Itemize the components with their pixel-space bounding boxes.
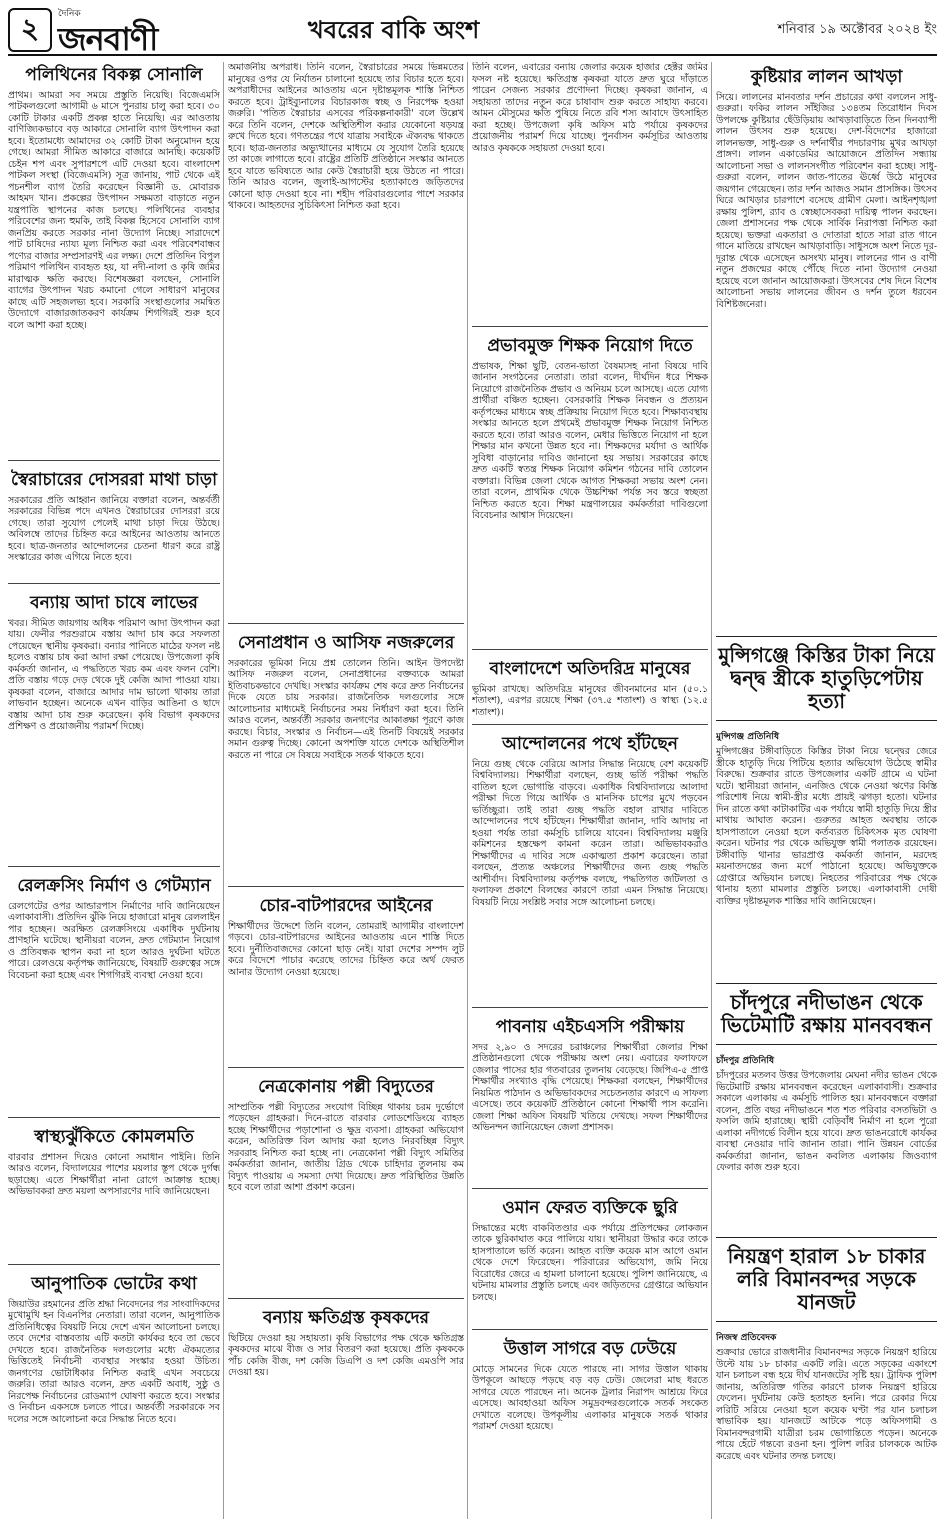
logo-tagline: দৈনিক: [58, 9, 81, 19]
article-headline: কুষ্টিয়ার লালন আখড়া: [750, 67, 903, 87]
article-headline: বাংলাদেশে অতিদরিদ্র মানুষের: [489, 659, 691, 679]
headline-box: [716, 983, 937, 1045]
issue-date: শনিবার ১৯ অক্টোবর ২০২৪ ইং: [777, 22, 937, 37]
headline-box: [716, 1237, 937, 1322]
article-body: শুক্রবার ভোরে রাজধানীর বিমানবন্দর সড়কে নিয়ন্ত্রণ হারিয়ে উল্টে যায় ১৮ চাকার একটি লরি। এতে সড়কের একাংশে যান চলাচল বন্ধ হয়ে দীর্ঘ যানজটের সৃষ্টি হয়। ট্রাফিক পুলিশ জানায়, অতিরিক্ত গতির কারণে চালক নিয়ন্ত্রণ হারিয়ে ফেলেন। দুর্ঘটনায় কেউ হতাহত হননি। পরে রেকার দিয়ে লরিটি সরিয়ে নেওয়া হলে কয়েক ঘণ্টা পর যান চলাচল স্বাভাবিক হয়। যানজটে আটকে পড়ে অফিসগামী ও বিমানবন্দরগামী যাত্রীরা চরম ভোগান্তিতে পড়েন। অনেকে পায়ে হেঁটে গন্তব্যে রওনা হন। পুলিশ লরির চালককে আটক করেছে এবং ঘটনার তদন্ত চলছে।: [716, 1347, 937, 1462]
article-headline: বন্যায় আদা চাষে লাভের: [30, 593, 198, 613]
article-body: নিয়ে গুচ্ছ থেকে বেরিয়ে আসার সিদ্ধান্ত নিয়েছে বেশ কয়েকটি বিশ্ববিদ্যালয়। শিক্ষার্থীরা বলছেন, গুচ্ছ ভর্তি পরীক্ষা পদ্ধতি বাতিল হলে ভোগান্তি বাড়বে। একাধিক বিশ্ববিদ্যালয়ে আলাদা পরীক্ষা দিতে গিয়ে আর্থিক ও মানসিক চাপের মুখে পড়বেন ভর্তিচ্ছুরা। তাই তারা গুচ্ছ পদ্ধতি বহাল রাখার দাবিতে আন্দোলনের পথে হাঁটছেন। শিক্ষার্থীরা জানান, দাবি আদায় না হওয়া পর্যন্ত তারা কর্মসূচি চালিয়ে যাবেন। বিশ্ববিদ্যালয় মঞ্জুরি কমিশনের হস্তক্ষেপ কামনা করেন তারা। অভিভাবকরাও শিক্ষার্থীদের এ দাবির সঙ্গে একাত্মতা প্রকাশ করেছেন। তারা বলছেন, প্রত্যন্ত অঞ্চলের শিক্ষার্থীদের জন্য গুচ্ছ পদ্ধতি আশীর্বাদ। বিশ্ববিদ্যালয় কর্তৃপক্ষ বলছে, পদ্ধতিগত জটিলতা ও ফলাফল প্রকাশে বিলম্বের কারণে তারা এমন সিদ্ধান্ত নিয়েছে। বিষয়টি নিয়ে সংশ্লিষ্ট সবার সঙ্গে আলোচনা চলছে।: [472, 758, 708, 908]
column-divider: [467, 62, 468, 1519]
article-separator: [8, 866, 220, 867]
article-body: রেলগেটের ওপর আন্ডারপাস নির্মাণের দাবি জানিয়েছেন এলাকাবাসী। প্রতিদিন ঝুঁকি নিয়ে হাজারো মানুষ রেললাইন পার হচ্ছেন। অরক্ষিত রেলক্রসিংয়ে একাধিক দুর্ঘটনায় প্রাণহানি ঘটেছে। স্থানীয়রা বলেন, দ্রুত গেটম্যান নিয়োগ ও প্রতিবন্ধক স্থাপন করা না হলে আরও দুর্ঘটনা ঘটতে পারে। রেলওয়ে কর্তৃপক্ষ জানিয়েছে, বিষয়টি গুরুত্বের সঙ্গে বিবেচনা করা হচ্ছে এবং শিগগিরই ব্যবস্থা নেওয়া হবে।: [8, 900, 220, 981]
article-body: সাম্প্রতিক পল্লী বিদ্যুতের সংযোগ বিচ্ছিন্ন থাকায় চরম দুর্ভোগে পড়েছেন গ্রাহকরা। দিনে-রাতে বারবার লোডশেডিংয়ে ব্যাহত হচ্ছে শিক্ষার্থীদের পড়াশোনা ও ক্ষুদ্র ব্যবসা। গ্রাহকরা অভিযোগ করেন, অতিরিক্ত বিল আদায় করা হলেও নিরবচ্ছিন্ন বিদ্যুৎ সরবরাহ নিশ্চিত করা হচ্ছে না। নেত্রকোনা পল্লী বিদ্যুৎ সমিতির কর্মকর্তারা জানান, জাতীয় গ্রিড থেকে চাহিদার তুলনায় কম বিদ্যুৎ পাওয়ায় এ সমস্যা দেখা দিয়েছে। দ্রুত পরিস্থিতির উন্নতি হবে বলে তারা আশা প্রকাশ করেন।: [228, 1101, 464, 1194]
article: [716, 1328, 937, 1478]
article: [716, 727, 937, 977]
article-body: সিয়ে। লালনের মানবতার দর্শন প্রচারের কথা বললেন সাধু-গুরুরা। ফকির লালন সাঁইজির ১৩৪তম তিরোধান দিবস উপলক্ষে কুষ্টিয়ার ছেঁউড়িয়ায় আখড়াবাড়িতে তিন দিনব্যাপী লালন উৎসব শুরু হয়েছে। দেশ-বিদেশের হাজারো লালনভক্ত, সাধু-গুরু ও দর্শনার্থীর পদচারণায় মুখর আখড়া প্রাঙ্গণ। লালন একাডেমির আয়োজনে প্রতিদিন সন্ধ্যায় আলোচনা সভা ও লালনসংগীত পরিবেশন করা হচ্ছে। সাধু-গুরুরা বলেন, লালন জাত-পাতের ঊর্ধ্বে উঠে মানুষের জয়গান গেয়েছেন। তার দর্শন আজও সমান প্রাসঙ্গিক। উৎসব ঘিরে আখড়ার চারপাশে বসেছে গ্রামীণ মেলা। আইনশৃঙ্খলা রক্ষায় পুলিশ, র‍্যাব ও স্বেচ্ছাসেবকরা দায়িত্ব পালন করছেন। জেলা প্রশাসনের পক্ষ থেকে সার্বিক নিরাপত্তা নিশ্চিত করা হয়েছে। ভক্তরা একতারা ও দোতারা হাতে সারা রাত গানে গানে মাতিয়ে রাখছেন আখড়াবাড়ি। সাধুসঙ্গে অংশ নিতে দূর-দূরান্ত থেকে এসেছেন অসংখ্য মানুষ। লালনের গান ও বাণী নতুন প্রজন্মের কাছে পৌঁছে দিতে নানা উদ্যোগ নেওয়া হয়েছে বলে জানান আয়োজকরা। উৎসবের শেষ দিনে বিশেষ আলোচনা সভায় লালনের জীবন ও দর্শন তুলে ধরবেন বিশিষ্টজনেরা।: [716, 91, 937, 310]
article-body: মুন্সিগঞ্জের টঙ্গীবাড়িতে কিস্তির টাকা নিয়ে দ্বন্দ্বের জেরে স্ত্রীকে হাতুড়ি দিয়ে পিটিয়ে হত্যার অভিযোগ উঠেছে স্বামীর বিরুদ্ধে। শুক্রবার রাতে উপজেলার একটি গ্রামে এ ঘটনা ঘটে। স্থানীয়রা জানান, এনজিও থেকে নেওয়া ঋণের কিস্তি পরিশোধ নিয়ে স্বামী-স্ত্রীর মধ্যে প্রায়ই ঝগড়া হতো। ঘটনার দিন রাতে কথা কাটাকাটির এক পর্যায়ে স্বামী হাতুড়ি দিয়ে স্ত্রীর মাথায় আঘাত করেন। গুরুতর আহত অবস্থায় তাকে হাসপাতালে নেওয়া হলে কর্তব্যরত চিকিৎসক মৃত ঘোষণা করেন। ঘটনার পর থেকে অভিযুক্ত স্বামী পলাতক রয়েছেন। টঙ্গীবাড়ি থানার ভারপ্রাপ্ত কর্মকর্তা জানান, মরদেহ ময়নাতদন্তের জন্য মর্গে পাঠানো হয়েছে। অভিযুক্তকে গ্রেপ্তারে অভিযান চলছে। নিহতের পরিবারের পক্ষ থেকে থানায় হত্যা মামলার প্রস্তুতি চলছে। এলাকাবাসী দোষী ব্যক্তির দৃষ্টান্তমূলক শাস্তির দাবি জানিয়েছেন।: [716, 746, 937, 907]
article-separator: [472, 1007, 708, 1008]
article-headline: স্বাস্থ্যঝুঁকিতে কোমলমতি: [34, 1127, 194, 1147]
section-title: খবরের বাকি অংশ: [308, 15, 480, 44]
page-number: ২: [8, 8, 52, 52]
newspaper-logo[interactable]: [58, 6, 238, 58]
article: [472, 1336, 708, 1486]
article-headline: আন্দোলনের পথে হাঁটছেন: [502, 734, 678, 754]
article-body: সরকারের ভূমিকা নিয়ে প্রশ্ন তোলেন তিনি। আইন উপদেষ্টা আসিফ নজরুল বলেন, সেনাপ্রধানের বক্তব্যকে আমরা ইতিবাচকভাবে দেখছি। সংস্কার কার্যক্রম শেষ করে দ্রুত নির্বাচনের দিকে যেতে চায় সরকার। রাজনৈতিক দলগুলোর সঙ্গে আলোচনার মাধ্যমেই নির্বাচনের সময় নির্ধারণ করা হবে। তিনি আরও বলেন, অন্তর্বর্তী সরকার জনগণের আকাঙ্ক্ষা পূরণে কাজ করছে। বিচার, সংস্কার ও নির্বাচন—এই তিনটি বিষয়েই সরকার সমান গুরুত্ব দিচ্ছে। কোনো অপশক্তি যাতে দেশকে অস্থিতিশীল করতে না পারে সে বিষয়ে সবাইকে সতর্ক থাকতে হবে।: [228, 657, 464, 761]
article-headline: মুন্সিগঞ্জে কিস্তির টাকা নিয়ে দ্বন্দ্ব স্ত্রীকে হাতুড়িপেটায় হত্যা: [718, 643, 935, 713]
article: [716, 1051, 937, 1231]
article-body: জিয়াউর রহমানের প্রতি শ্রদ্ধা নিবেদনের পর সাংবাদিকদের মুখোমুখি হন বিএনপির নেতারা। তারা বলেন, আনুপাতিক প্রতিনিধিত্বের বিষয়টি নিয়ে দেশে এখন আলোচনা চলছে। তবে দেশের বাস্তবতায় এটি কতটা কার্যকর হবে তা ভেবে দেখতে হবে। রাজনৈতিক দলগুলোর মধ্যে ঐকমত্যের ভিত্তিতেই নির্বাচনী ব্যবস্থার সংস্কার হওয়া উচিত। জনগণের ভোটাধিকার নিশ্চিত করাই এখন সবচেয়ে জরুরি। তারা আরও বলেন, দ্রুত একটি অবাধ, সুষ্ঠু ও নিরপেক্ষ নির্বাচনের রোডম্যাপ ঘোষণা করতে হবে। সংস্কার ও নির্বাচন একসঙ্গে চলতে পারে। অন্তর্বর্তী সরকারকে সব দলের সঙ্গে আলোচনা করে সিদ্ধান্ত নিতে হবে।: [8, 1298, 220, 1425]
article-body: ভূমিকা রাখছে। অতিদরিদ্র মানুষের জীবনমানের মান (৫০.১ শতাংশ), এরপর রয়েছে শিক্ষা (৩৭.৫ শতাংশ) ও স্বাস্থ্য (১২.৫ শতাংশ)।: [472, 683, 708, 718]
article: [472, 656, 708, 718]
article: [716, 62, 937, 630]
article-separator: [472, 724, 708, 725]
article: [8, 1124, 220, 1258]
article-body: সরকারের প্রতি আহ্বান জানিয়ে বক্তারা বলেন, অন্তর্বর্তী সরকারের বিভিন্ন পদে এখনও স্বৈরাচারের দোসররা রয়ে গেছে। তারা সুযোগ পেলেই মাথা চাড়া দিয়ে উঠছে। অবিলম্বে তাদের চিহ্নিত করে আইনের আওতায় আনতে হবে। ছাত্র-জনতার আন্দোলনের চেতনা ধারণ করে রাষ্ট্র সংস্কারের কাজ এগিয়ে নিতে হবে।: [8, 494, 220, 564]
article-headline: পাবনায় এইচএসসি পরীক্ষায়: [495, 1017, 685, 1037]
article-body: শিক্ষার্থীদের উদ্দেশে তিনি বলেন, তোমরাই আগামীর বাংলাদেশ গড়বে। চোর-বাটপারদের আইনের আওতায় এনে শাস্তি দিতে হবে। দুর্নীতিবাজদের কোনো ছাড় নেই। যারা দেশের সম্পদ লুট করে বিদেশে পাচার করেছে তাদের চিহ্নিত করে অর্থ ফেরত আনার উদ্যোগ নেওয়া হয়েছে।: [228, 920, 464, 978]
article-body: প্রভাষক, শিক্ষা ছুটি, বেতন-ভাতা বৈষম্যসহ নানা বিষয়ে দাবি জানান সংগঠনের নেতারা। তারা বলেন, দীর্ঘদিন ধরে শিক্ষক নিয়োগে রাজনৈতিক প্রভাব ও অনিয়ম চলে আসছে। এতে যোগ্য প্রার্থীরা বঞ্চিত হচ্ছেন। বেসরকারি শিক্ষক নিবন্ধন ও প্রত্যয়ন কর্তৃপক্ষের মাধ্যমে স্বচ্ছ প্রক্রিয়ায় নিয়োগ দিতে হবে। শিক্ষাব্যবস্থায় সংস্কার আনতে হলে প্রথমেই প্রভাবমুক্ত শিক্ষক নিয়োগ নিশ্চিত করতে হবে। তারা আরও বলেন, মেধার ভিত্তিতে নিয়োগ না হলে শিক্ষার মান কখনো উন্নত হবে না। শিক্ষকদের মর্যাদা ও আর্থিক সুবিধা বাড়ানোর দাবিও জানানো হয় সভায়। সরকারের কাছে দ্রুত একটি স্বতন্ত্র শিক্ষক নিয়োগ কমিশন গঠনের দাবি তোলেন বক্তারা। বিভিন্ন জেলা থেকে আগত শিক্ষকরা সভায় অংশ নেন। তারা বলেন, প্রাথমিক থেকে উচ্চশিক্ষা পর্যন্ত সব স্তরে স্বচ্ছতা নিশ্চিত করতে হবে। শিক্ষা মন্ত্রণালয়ের কর্মকর্তারা দাবিগুলো বিবেচনার আশ্বাস দিয়েছেন।: [472, 360, 708, 522]
article-body: সদর ২,৯০ ও সদরের চরাঞ্চলের শিক্ষার্থীরা জেলার শিক্ষা প্রতিষ্ঠানগুলো থেকে পরীক্ষায় অংশ নেয়। এবারের ফলাফলে জেলার পাসের হার গতবারের তুলনায় বেড়েছে। জিপিএ-৫ প্রাপ্ত শিক্ষার্থীর সংখ্যাও বৃদ্ধি পেয়েছে। শিক্ষকরা বলছেন, শিক্ষার্থীদের নিয়মিত পাঠদান ও অভিভাবকদের সচেতনতার কারণে এ সাফল্য এসেছে। তবে কয়েকটি প্রতিষ্ঠানে কোনো শিক্ষার্থী পাস করেনি। জেলা শিক্ষা অফিস বিষয়টি খতিয়ে দেখছে। সফল শিক্ষার্থীদের অভিনন্দন জানিয়েছেন জেলা প্রশাসক।: [472, 1041, 708, 1134]
article-body: ছিটিয়ে দেওয়া হয় সহায়তা। কৃষি বিভাগের পক্ষ থেকে ক্ষতিগ্রস্ত কৃষকদের মাঝে বীজ ও সার বিতরণ করা হয়েছে। প্রতি কৃষককে পাঁচ কেজি বীজ, দশ কেজি ডিএপি ও দশ কেজি এমওপি সার দেওয়া হয়।: [228, 1332, 464, 1379]
article: [8, 467, 220, 577]
article: [8, 62, 220, 454]
page-header: [8, 6, 937, 56]
article-headline: ওমান ফেরত ব্যক্তিকে ছুরি: [502, 1198, 678, 1218]
article: [472, 1014, 708, 1182]
column-divider: [223, 62, 224, 1519]
article: [8, 590, 220, 860]
article: [472, 62, 708, 320]
article-body: প্রাথম। আমরা সব সময়ে প্রস্তুতি নিয়েছি। বিজেএমসি পাটকলগুলো আগামী ৬ মাসে পুনরায় চালু করা হবে। ৩০ কোটি টাকার একটি প্রকল্প হাতে নিয়েছি। এর আওতায় বাণিজ্যিকভাবে বড় আকারে সোনালি ব্যাগ উৎপাদন করা হবে। ইতোমধ্যে আমাদের ৩২ কোটি টাকা অনুমোদন হয়ে গেছে। আমরা সীমিত আকারে বাজারে আনছি। কয়েকটি চেইন শপ এবং সুপারশপে এটি দেওয়া হবে। বাংলাদেশ পাটকল সংস্থা (বিজেএমসি) সূত্র জানায়, পাট থেকে এই পচনশীল ব্যাগ তৈরি করেছেন বিজ্ঞানী ড. মোবারক আহমদ খান। প্রকল্পের উৎপাদন সক্ষমতা বাড়াতে নতুন যন্ত্রপাতি স্থাপনের কাজ চলছে। পলিথিনের ব্যবহার পরিবেশের জন্য হুমকি, তাই বিকল্প হিসেবে সোনালি ব্যাগ জনপ্রিয় করতে সরকার নানা উদ্যোগ নিচ্ছে। সারাদেশে পাট চাষিদের ন্যায্য মূল্য নিশ্চিত করা এবং পরিবেশবান্ধব পণ্যের বাজার সম্প্রসারণই এর লক্ষ্য। দেশে প্রতিদিন বিপুল পরিমাণ পলিথিন ব্যবহৃত হয়, যা নদী-নালা ও কৃষি জমির মারাত্মক ক্ষতি করছে। বিশেষজ্ঞরা বলছেন, সোনালি ব্যাগের উৎপাদন খরচ কমানো গেলে সাধারণ মানুষের কাছে এটি সহজলভ্য হবে। সরকারি সংস্থাগুলোর সমন্বিত উদ্যোগে বাজারজাতকরণ কার্যক্রম শিগগিরই শুরু হবে বলে আশা করা হচ্ছে।: [8, 89, 220, 331]
headline-box: [716, 636, 937, 721]
column-2: [228, 62, 464, 1519]
column-3: [472, 62, 708, 1519]
article-byline: মুন্সিগঞ্জ প্রতিনিধি: [716, 732, 779, 742]
article-separator: [472, 649, 708, 650]
article: [228, 893, 464, 1061]
article-byline: নিজস্ব প্রতিবেদক: [716, 1333, 777, 1343]
article-body: খবর। সীমিত জায়গায় অধিক পরিমাণ আদা উৎপাদন করা যায়। ফেনীর পরশুরামে বস্তায় আদা চাষ করে সফলতা পেয়েছেন স্থানীয় কৃষকরা। বন্যার পানিতে মাঠের ফসল নষ্ট হলেও বস্তায় চাষ করা আদা রক্ষা পেয়েছে। উপজেলা কৃষি কর্মকর্তা জানান, এ পদ্ধতিতে খরচ কম এবং ফলন বেশি। প্রতি বস্তায় গড়ে দেড় থেকে দুই কেজি আদা পাওয়া যায়। কৃষকরা বলেন, বাজারে আদার দাম ভালো থাকায় তারা লাভবান হচ্ছেন। অনেকে এখন বাড়ির আঙিনা ও ছাদে বস্তায় আদা চাষ শুরু করেছেন। কৃষি বিভাগ কৃষকদের প্রশিক্ষণ ও প্রয়োজনীয় পরামর্শ দিচ্ছে।: [8, 617, 220, 733]
article-headline: বন্যায় ক্ষতিগ্রস্ত কৃষকদের: [263, 1308, 429, 1328]
article-headline: চোর-বাটপারদের আইনের: [259, 896, 433, 916]
article-headline: প্রভাবমুক্ত শিক্ষক নিয়োগ দিতে: [487, 336, 693, 356]
article-headline: রেলক্রসিং নির্মাণ ও গেটম্যান: [17, 876, 211, 896]
article-body: বারবার প্রশাসন দিয়েও কোনো সমাধান পাইনি। তিনি আরও বলেন, বিদ্যালয়ের পাশের ময়লার স্তূপ থেকে দুর্গন্ধ ছড়াচ্ছে। এতে শিক্ষার্থীরা নানা রোগে আক্রান্ত হচ্ছে। অভিভাবকরা দ্রুত ময়লা অপসারণের দাবি জানিয়েছেন।: [8, 1151, 220, 1198]
article-headline: চাঁদপুরে নদীভাঙন থেকে ভিটেমাটি রক্ষায় মানববন্ধন: [721, 990, 932, 1037]
article-headline: নিয়ন্ত্রণ হারাল ১৮ চাকার লরি বিমানবন্দর সড়কে যানজট: [727, 1244, 926, 1314]
article: [8, 873, 220, 1111]
article-headline: পলিথিনের বিকল্প সোনালি: [25, 65, 203, 85]
article-headline: উত্তাল সাগরে বড় ঢেউয়ে: [503, 1339, 677, 1359]
article-headline: নেত্রকোনায় পল্লী বিদ্যুতের: [258, 1077, 434, 1097]
article-body: তিনি বলেন, এবারের বন্যায় জেলার কয়েক হাজার হেক্টর জমির ফসল নষ্ট হয়েছে। ক্ষতিগ্রস্ত কৃষকরা যাতে দ্রুত ঘুরে দাঁড়াতে পারেন সেজন্য সরকার প্রণোদনা দিচ্ছে। কৃষকরা জানান, এ সহায়তা তাদের নতুন করে চাষাবাদ শুরু করতে সাহায্য করবে। আমন মৌসুমের ক্ষতি পুষিয়ে নিতে রবি শস্য আবাদে উৎসাহিত করা হচ্ছে। উপজেলা কৃষি অফিস মাঠ পর্যায়ে কৃষকদের প্রয়োজনীয় পরামর্শ দিয়ে যাচ্ছে। পুনর্বাসন কর্মসূচির আওতায় আরও কৃষককে সহায়তা দেওয়া হবে।: [472, 62, 708, 154]
article-separator: [228, 623, 464, 624]
article: [8, 1271, 220, 1511]
article-body: চাঁদপুরের মতলব উত্তর উপজেলায় মেঘনা নদীর ভাঙন থেকে ভিটেমাটি রক্ষায় মানববন্ধন করেছেন এলাকাবাসী। শুক্রবার সকালে এলাকায় এ কর্মসূচি পালিত হয়। মানববন্ধনে বক্তারা বলেন, প্রতি বছর নদীভাঙনে শত শত পরিবার বসতভিটা ও ফসলি জমি হারাচ্ছে। স্থায়ী বেড়িবাঁধ নির্মাণ না হলে পুরো এলাকা নদীগর্ভে বিলীন হয়ে যাবে। দ্রুত ভাঙনরোধে কার্যকর ব্যবস্থা নেওয়ার দাবি জানান তারা। পানি উন্নয়ন বোর্ডের কর্মকর্তারা জানান, ভাঙন কবলিত এলাকায় জিওব্যাগ ফেলার কাজ শুরু হবে।: [716, 1070, 937, 1174]
article-separator: [8, 460, 220, 461]
article: [472, 1195, 708, 1323]
article-separator: [472, 1188, 708, 1189]
article-headline: আনুপাতিক ভোটের কথা: [31, 1274, 197, 1294]
article-body: অমার্জনীয় অপরাধ। তিনি বলেন, স্বৈরাচারের সময়ে ভিন্নমতের মানুষের ওপর যে নির্যাতন চালানো হয়েছে তার বিচার হতে হবে। অপরাধীদের আইনের আওতায় এনে দৃষ্টান্তমূলক শাস্তি নিশ্চিত করতে হবে। ট্রাইব্যুনালের বিচারকাজ স্বচ্ছ ও নিরপেক্ষ হওয়া জরুরি। 'পতিত স্বৈরাচার এসবের পরিকল্পনাকারী' বলে উল্লেখ করে তিনি বলেন, দেশকে অস্থিতিশীল করার যেকোনো ষড়যন্ত্র রুখে দিতে হবে। গণতন্ত্রের পথে যাত্রায় সবাইকে ঐক্যবদ্ধ থাকতে হবে। ছাত্র-জনতার অভ্যুত্থানের মাধ্যমে যে সুযোগ তৈরি হয়েছে তা কাজে লাগাতে হবে। রাষ্ট্রের প্রতিটি প্রতিষ্ঠানে সংস্কার আনতে হবে যাতে ভবিষ্যতে আর কেউ স্বৈরাচারী হয়ে উঠতে না পারে। তিনি আরও বলেন, জুলাই-আগস্টের হত্যাকাণ্ডে জড়িতদের কোনো ছাড় দেওয়া হবে না। শহীদ পরিবারগুলোর পাশে সরকার থাকবে। আহতদের সুচিকিৎসা নিশ্চিত করা হবে।: [228, 62, 464, 212]
article: [472, 731, 708, 1001]
article: [472, 333, 708, 643]
column-1: [8, 62, 220, 1519]
article: [228, 630, 464, 880]
logo-text: জনবাণী: [58, 20, 158, 58]
article: [228, 1305, 464, 1455]
article-separator: [8, 1117, 220, 1118]
column-4: [716, 62, 937, 1519]
article-separator: [472, 326, 708, 327]
article: [228, 62, 464, 617]
article-separator: [228, 1298, 464, 1299]
article: [228, 1074, 464, 1292]
article-separator: [472, 1329, 708, 1330]
article-separator: [8, 583, 220, 584]
article-byline: চাঁদপুর প্রতিনিধি: [716, 1056, 774, 1066]
article-separator: [228, 1067, 464, 1068]
article-headline: সেনাপ্রধান ও আসিফ নজরুলের: [237, 633, 455, 653]
article-body: মোড়ে সামনের দিকে যেতে পারছে না। সাগর উত্তাল থাকায় উপকূলে আছড়ে পড়ছে বড় বড় ঢেউ। জেলেরা মাছ ধরতে সাগরে যেতে পারছেন না। অনেক ট্রলার নিরাপদ আশ্রয়ে ফিরে এসেছে। আবহাওয়া অফিস সমুদ্রবন্দরগুলোকে সতর্ক সংকেত দেখাতে বলেছে। উপকূলীয় এলাকার মানুষকে সতর্ক থাকার পরামর্শ দেওয়া হয়েছে।: [472, 1363, 708, 1433]
article-body: সিদ্ধান্তের মধ্যে বাকবিতণ্ডার এক পর্যায়ে প্রতিপক্ষের লোকজন তাকে ছুরিকাঘাত করে পালিয়ে যায়। স্থানীয়রা উদ্ধার করে তাকে হাসপাতালে ভর্তি করেন। আহত ব্যক্তি কয়েক মাস আগে ওমান থেকে দেশে ফিরেছেন। পরিবারের অভিযোগ, জমি নিয়ে বিরোধের জেরে এ হামলা চালানো হয়েছে। পুলিশ জানিয়েছে, এ ঘটনায় মামলার প্রস্তুতি চলছে এবং জড়িতদের গ্রেপ্তারে অভিযান চলছে।: [472, 1222, 708, 1303]
article-separator: [8, 1264, 220, 1265]
column-divider: [711, 62, 712, 1519]
article-headline: স্বৈরাচারের দোসররা মাথা চাড়া: [11, 470, 217, 490]
article-separator: [228, 886, 464, 887]
